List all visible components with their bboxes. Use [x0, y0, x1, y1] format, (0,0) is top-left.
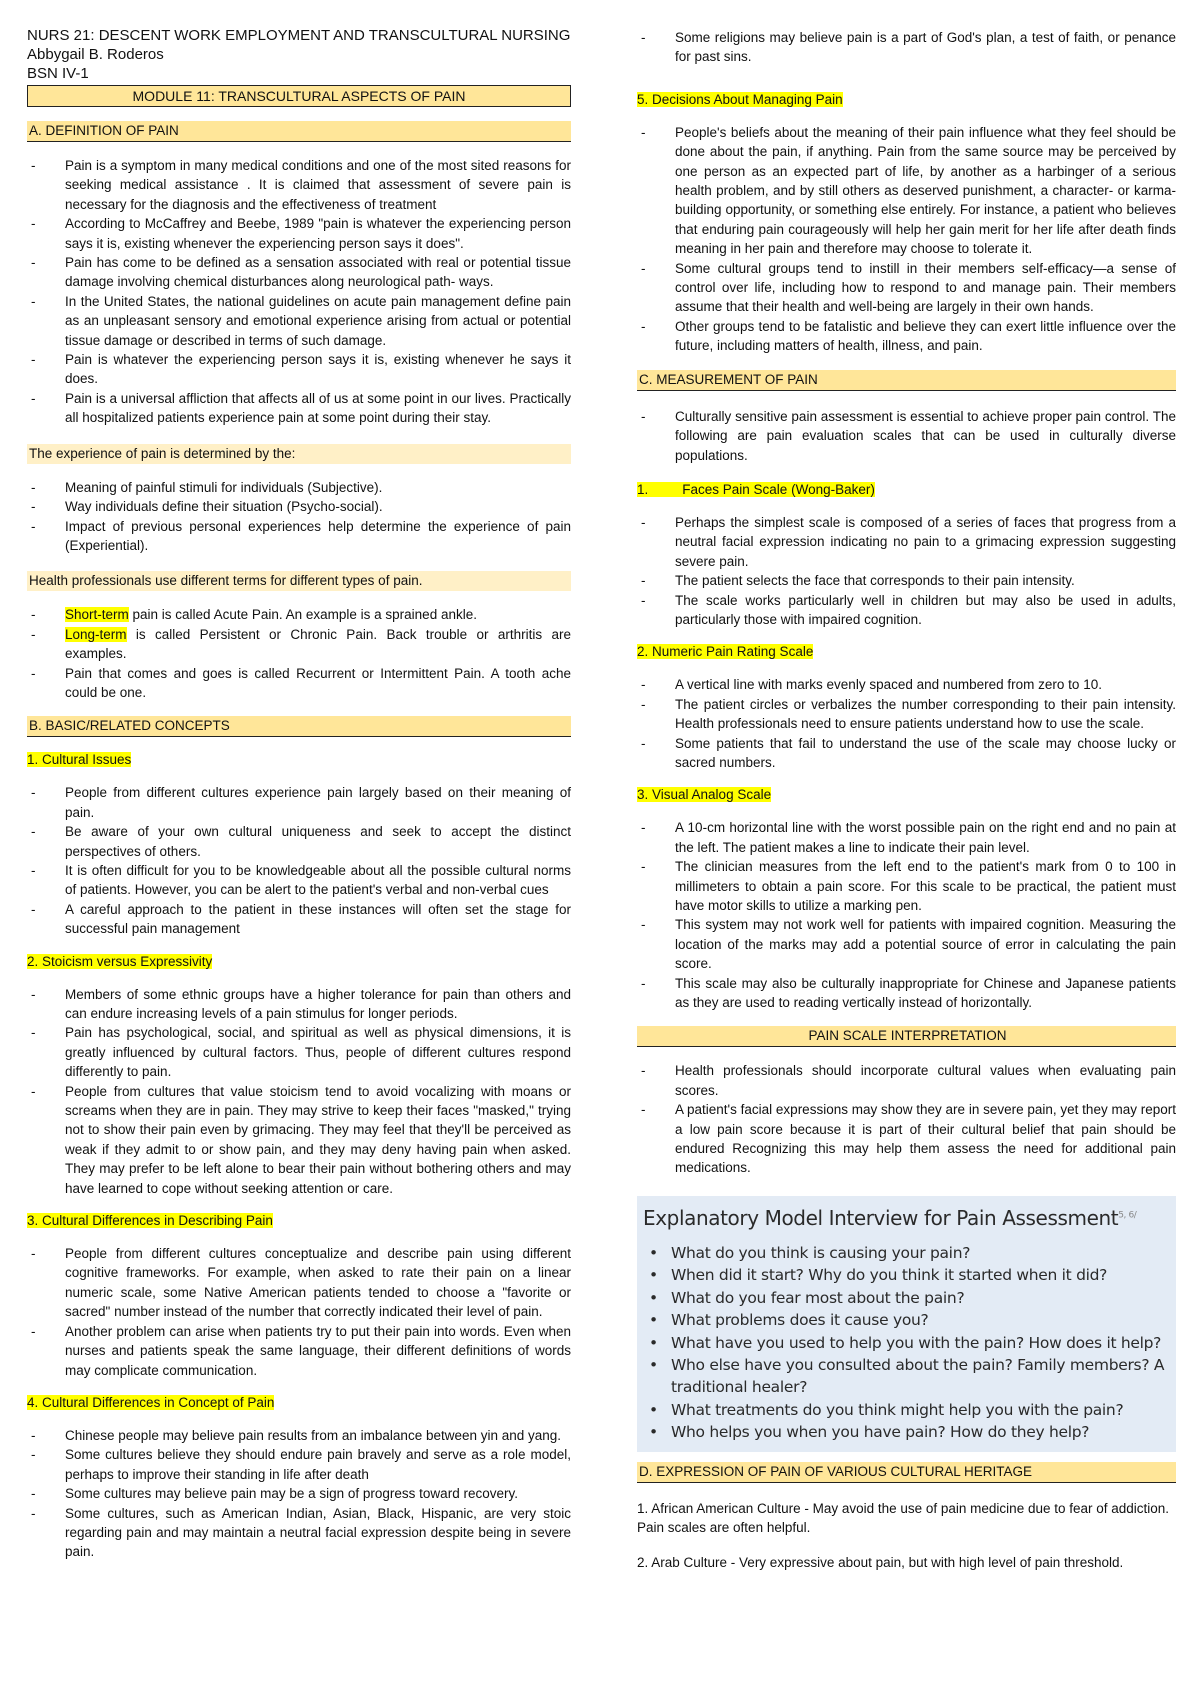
highlight-long-term: Long-term	[65, 626, 127, 642]
list-item: - People's beliefs about the meaning of their pain influence what they feel should be done about the pain, if anything. Pain from the same source may be perceived by one person as an expected part of life, by another as a harbinger of a serious health problem, and by still others as deserved punishment, a character- or karma-building opportunity, or something else entirely. For instance, a patient who believes that enduring pain courageously will help her gain merit for her life after death finds meaning in her pain and therefore may choose to tolerate it.	[637, 123, 1176, 259]
experience-list	[27, 478, 571, 556]
list-item: - Short-term pain is called Acute Pain. An example is a sprained ankle.	[27, 605, 571, 624]
list-item: - The clinician measures from the left end to the patient's mark from 0 to 100 in millimeters to obtain a pain score. For this scale to be practical, the patient must have motor skills to utilize a marking pen.	[637, 857, 1176, 915]
list-item: - A patient's facial expressions may show they are in severe pain, yet they may report a low pain score because it is part of their cultural belief that pain should be endured Recognizing this may help them assess the need for additional pain medications.	[637, 1100, 1176, 1178]
terms-list	[27, 605, 571, 702]
right-column	[637, 26, 1176, 1573]
list-item: - It is often difficult for you to be knowledgeable about all the possible cultural norms of patients. However, you can be alert to the patient's verbal and non-verbal cues	[27, 861, 571, 900]
list-item: - Some religions may believe pain is a part of God's plan, a test of faith, or penance for past sins.	[637, 28, 1176, 67]
subheading-faces-scale: 1. Faces Pain Scale (Wong-Baker)	[637, 481, 875, 497]
list-item: - People from different cultures experience pain largely based on their meaning of pain.	[27, 783, 571, 822]
stoicism-list	[27, 985, 571, 1198]
list-item: - The patient circles or verbalizes the number corresponding to their pain intensity. Health professionals need to ensure patients understand how to use the scale.	[637, 695, 1176, 734]
section-c-heading: C. MEASUREMENT OF PAIN	[637, 370, 1176, 391]
list-item: - Pain is a universal affliction that affects all of us at some point in our lives. Practically all hospitalized patients experience pain at some point during their stay.	[27, 389, 571, 428]
section-a-heading: A. DEFINITION OF PAIN	[27, 121, 571, 142]
concept-of-pain-list	[27, 1426, 571, 1562]
highlight-short-term: Short-term	[65, 607, 129, 623]
subheading-stoicism: 2. Stoicism versus Expressivity	[27, 953, 213, 969]
list-item: - The scale works particularly well in children but may also be used in adults, particularly those with impaired cognition.	[637, 591, 1176, 630]
list-item: - Pain is whatever the experiencing person says it is, existing whenever he says it does.	[27, 350, 571, 389]
list-item: - Chinese people may believe pain results from an imbalance between yin and yang.	[27, 1426, 571, 1445]
list-item: - Other groups tend to be fatalistic and believe they can exert little influence over the future, including matters of health, illness, and pain.	[637, 317, 1176, 356]
list-item: - Pain is a symptom in many medical conditions and one of the most sited reasons for seeking medical assistance . It is claimed that assessment of severe pain is necessary for the diagnosis and the effectiveness of treatment	[27, 156, 571, 214]
student-section: BSN IV-1	[27, 65, 89, 82]
subheading-numeric-scale: 2. Numeric Pain Rating Scale	[637, 644, 814, 660]
paragraph-african-american: 1. African American Culture - May avoid the use of pain medicine due to fear of addiction. Pain scales are often helpful.	[637, 1500, 1170, 1535]
list-item: - Culturally sensitive pain assessment is essential to achieve proper pain control. The following are pain evaluation scales that can be used in culturally diverse populations.	[637, 407, 1176, 465]
numeric-list	[637, 675, 1176, 772]
list-item: - Pain that comes and goes is called Recurrent or Intermittent Pain. A tooth ache could be one.	[27, 664, 571, 703]
left-column	[27, 26, 571, 1562]
list-item: - Pain has psychological, social, and spiritual as well as physical dimensions, it is greatly influenced by cultural factors. Thus, people of different cultures respond differently to pain.	[27, 1023, 571, 1081]
subheading-concept-of-pain: 4. Cultural Differences in Concept of Pain	[27, 1394, 275, 1410]
section-a-list	[27, 156, 571, 428]
describing-pain-list	[27, 1244, 571, 1380]
list-item: - Some cultures, such as American Indian, Asian, Black, Hispanic, are very stoic regarding pain and may maintain a neutral facial expression despite being in severe pain.	[27, 1504, 571, 1562]
experience-heading: The experience of pain is determined by the:	[27, 444, 571, 464]
interpretation-heading: PAIN SCALE INTERPRETATION	[637, 1026, 1176, 1047]
paragraph-arab: 2. Arab Culture - Very expressive about pain, but with high level of pain threshold.	[637, 1555, 1124, 1571]
subheading-describing-pain: 3. Cultural Differences in Describing Pain	[27, 1213, 273, 1229]
subheading-decisions: 5. Decisions About Managing Pain	[637, 91, 843, 107]
list-item: - The patient selects the face that corresponds to their pain intensity.	[637, 571, 1176, 590]
list-item: - Some cultures believe they should endure pain bravely and serve as a role model, perhaps to improve their standing in life after death	[27, 1445, 571, 1484]
list-item: • What have you used to help you with the pain? How does it help?	[643, 1332, 1170, 1354]
section-b-heading: B. BASIC/RELATED CONCEPTS	[27, 716, 571, 737]
list-item: - Another problem can arise when patients try to put their pain into words. Even when nurses and patients speak the same language, their different definitions of words may complicate communication.	[27, 1322, 571, 1380]
measurement-list	[637, 407, 1176, 465]
list-item: • What do you think is causing your pain?	[643, 1242, 1170, 1264]
figure-title: Explanatory Model Interview for Pain Assessment$^{5, 6/}$	[643, 1205, 1137, 1230]
explanatory-model-figure	[637, 1196, 1176, 1452]
list-item: • Who else have you consulted about the pain? Family members? A traditional healer?	[643, 1354, 1170, 1399]
continued-list	[637, 28, 1176, 67]
course-title: NURS 21: DESCENT WORK EMPLOYMENT AND TRANSCULTURAL NURSING	[27, 27, 571, 44]
list-item: - People from different cultures conceptualize and describe pain using different cognitive frameworks. For example, when asked to rate their pain on a linear numeric scale, some Native American patients tended to choose a "favorite or sacred" number instead of the number that correctly indicated their level of pain.	[27, 1244, 571, 1322]
list-item: - This scale may also be culturally inappropriate for Chinese and Japanese patients as they are used to reading vertically instead of horizontally.	[637, 974, 1176, 1013]
interview-questions	[643, 1242, 1170, 1444]
list-item: - Some cultures may believe pain may be a sign of progress toward recovery.	[27, 1484, 571, 1503]
list-item: - This system may not work well for patients with impaired cognition. Measuring the location of the marks may add a potential source of error in calculating the pain score.	[637, 915, 1176, 973]
student-name: Abbygail B. Roderos	[27, 46, 164, 63]
module-title: MODULE 11: TRANSCULTURAL ASPECTS OF PAIN	[27, 85, 571, 107]
faces-list	[637, 513, 1176, 629]
list-item: • What do you fear most about the pain?	[643, 1287, 1170, 1309]
section-d-heading: D. EXPRESSION OF PAIN OF VARIOUS CULTURAL HERITAGE	[637, 1462, 1176, 1483]
decisions-list	[637, 123, 1176, 356]
terms-heading: Health professionals use different terms for different types of pain.	[27, 571, 571, 591]
list-item: - Some cultural groups tend to instill in their members self-efficacy—a sense of control over life, including how to respond to and manage pain. Their members assume that their health and well-being are largely in their own hands.	[637, 259, 1176, 317]
list-item: - Long-term is called Persistent or Chronic Pain. Back trouble or arthritis are examples.	[27, 625, 571, 664]
list-item: - Some patients that fail to understand the use of the scale may choose lucky or sacred numbers.	[637, 734, 1176, 773]
cultural-issues-list	[27, 783, 571, 938]
list-item: - People from cultures that value stoicism tend to avoid vocalizing with moans or screams when they are in pain. They may strive to keep their faces "masked," trying not to show their pain even by grimacing. They may feel that they'll be perceived as weak if they admit to or show pain, and they may deny having pain when asked. They may prefer to be left alone to bear their pain without bothering others and may have learned to cope without seeking attention or care.	[27, 1082, 571, 1198]
list-item: • What treatments do you think might help you with the pain?	[643, 1399, 1170, 1421]
list-item: - According to McCaffrey and Beebe, 1989 "pain is whatever the experiencing person says it is, existing whenever the experiencing person says it does".	[27, 214, 571, 253]
subheading-visual-analog: 3. Visual Analog Scale	[637, 787, 772, 803]
visual-analog-list	[637, 818, 1176, 1012]
list-item: • Who helps you when you have pain? How do they help?	[643, 1421, 1170, 1443]
list-item: - Be aware of your own cultural uniqueness and seek to accept the distinct perspectives of others.	[27, 822, 571, 861]
list-item: • What problems does it cause you?	[643, 1309, 1170, 1331]
list-item: - Perhaps the simplest scale is composed of a series of faces that progress from a neutral facial expression indicating no pain to a grimacing expression suggesting severe pain.	[637, 513, 1176, 571]
list-item: - Pain has come to be defined as a sensation associated with real or potential tissue damage involving chemical disturbances along neurological path- ways.	[27, 253, 571, 292]
interpretation-list	[637, 1061, 1176, 1177]
list-item: - Health professionals should incorporate cultural values when evaluating pain scores.	[637, 1061, 1176, 1100]
list-item: - Impact of previous personal experiences help determine the experience of pain (Experiential).	[27, 517, 571, 556]
list-item: - Way individuals define their situation (Psycho-social).	[27, 497, 571, 516]
subheading-cultural-issues: 1. Cultural Issues	[27, 752, 132, 768]
list-item: - Meaning of painful stimuli for individuals (Subjective).	[27, 478, 571, 497]
list-item: • When did it start? Why do you think it started when it did?	[643, 1264, 1170, 1286]
list-item: - Members of some ethnic groups have a higher tolerance for pain than others and can endure increasing levels of a pain stimulus for longer periods.	[27, 985, 571, 1024]
list-item: - In the United States, the national guidelines on acute pain management define pain as an unpleasant sensory and emotional experience arising from actual or potential tissue damage or described in terms of such damage.	[27, 292, 571, 350]
list-item: - A careful approach to the patient in these instances will often set the stage for successful pain management	[27, 900, 571, 939]
list-item: - A 10-cm horizontal line with the worst possible pain on the right end and no pain at the left. The patient makes a line to indicate their pain level.	[637, 818, 1176, 857]
list-item: - A vertical line with marks evenly spaced and numbered from zero to 10.	[637, 675, 1176, 694]
